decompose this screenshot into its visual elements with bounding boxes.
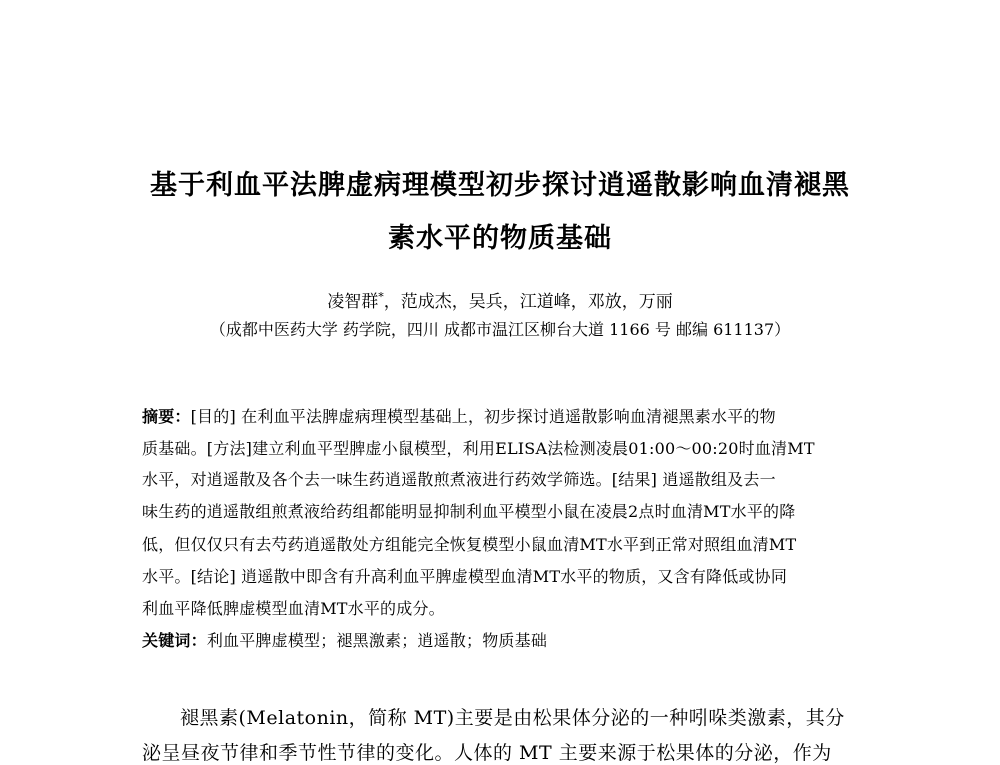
other-authors: ，范成杰，吴兵，江道峰，邓放，万丽 [383, 292, 673, 312]
abstract-line-6: 水平。[结论] 逍遥散中即含有升高利血平脾虚模型血清MT水平的物质，又含有降低或协同 [142, 567, 788, 586]
abstract-line-2: 质基础。[方法]建立利血平型脾虚小鼠模型，利用ELISA法检测凌晨01:00～00:20时血清MT [142, 439, 815, 458]
corresponding-author-mark: * [378, 290, 384, 304]
body-paragraph-line-1: 褪黑素(Melatonin，简称 MT)主要是由松果体分泌的一种吲哚类激素，其分 [180, 707, 845, 729]
abstract-line-1 [142, 404, 862, 427]
affiliation: （成都中医药大学 药学院，四川 成都市温江区柳台大道 1166 号 邮编 611137） [209, 320, 791, 339]
abstract-line-7: 利血平降低脾虚模型血清MT水平的成分。 [142, 599, 445, 618]
paper-title-line-1: 基于利血平法脾虚病理模型初步探讨逍遥散影响血清褪黑 [150, 170, 850, 201]
keywords-text: 利血平脾虚模型；褪黑激素；逍遥散；物质基础 [206, 631, 548, 650]
body-paragraph-line-2: 泌呈昼夜节律和季节性节律的变化。人体的 MT 主要来源于松果体的分泌，作为 [142, 742, 832, 764]
abstract-text: [目的] 在利血平法脾虚病理模型基础上，初步探讨逍遥散影响血清褪黑素水平的物 [190, 407, 776, 426]
abstract-line-5: 低，但仅仅只有去芍药逍遥散处方组能完全恢复模型小鼠血清MT水平到正常对照组血清MT [142, 535, 797, 554]
paper-title-line-2: 素水平的物质基础 [388, 223, 612, 254]
keywords-line [142, 628, 862, 651]
keywords-label: 关键词： [142, 631, 207, 650]
abstract-line-3: 水平，对逍遥散及各个去一味生药逍遥散煎煮液进行药效学筛选。[结果] 逍遥散组及去一 [142, 470, 776, 489]
abstract-label: 摘要： [142, 407, 191, 426]
author-list [0, 287, 1000, 312]
abstract-line-4: 味生药的逍遥散组煎煮液给药组都能明显抑制利血平模型小鼠在凌晨2点时血清MT水平的降 [142, 502, 796, 521]
first-author: 凌智群 [327, 292, 379, 312]
